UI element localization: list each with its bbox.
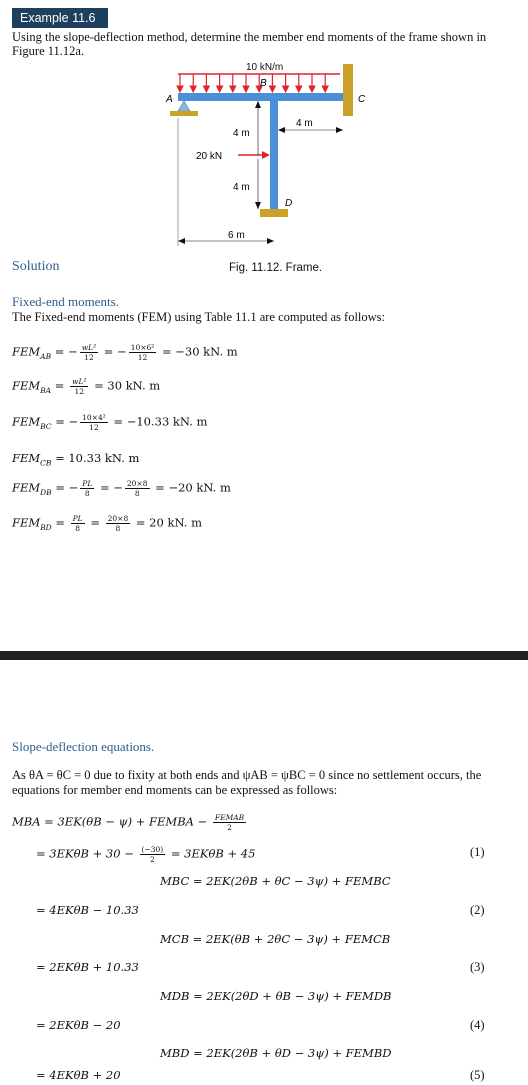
- load-arrow-head: [177, 86, 183, 92]
- load-arrow-head: [203, 86, 209, 92]
- fem-heading: Fixed-end moments.: [12, 294, 119, 309]
- pin-support-a: [178, 101, 190, 111]
- fem-bc-equation: $FEM_{BC}$ = − $\frac{\text{10×4²}}{12}$ = −10.33 kN. m: [12, 413, 208, 432]
- fem-intro: The Fixed-end moments (FEM) using Table 11.1 are computed as follows:: [12, 310, 386, 324]
- intro-line-1: Using the slope-deflection method, determine the member end moments of the frame shown in: [12, 30, 487, 44]
- load-arrow-head: [283, 86, 289, 92]
- eq5: = 4EKθB + 20: [36, 1068, 121, 1082]
- eq3: = 2EKθB + 10.33: [36, 960, 139, 974]
- eq5-number: (5): [470, 1068, 485, 1082]
- distributed-load-arrows: [177, 74, 340, 92]
- eq2-number: (2): [470, 903, 485, 917]
- ground-a: [170, 111, 198, 116]
- dim-4m-right: 4 m: [296, 118, 313, 129]
- figure-caption: Fig. 11.12. Frame.: [229, 262, 323, 274]
- mbd-equation: MBD = 2EK(2θB + θD − 3ψ) + FEMBD: [160, 1046, 392, 1060]
- eq1: = 3EKθB + 30 − $\frac{(-30)}{2}$ = 3EKθB + 45: [36, 845, 256, 864]
- load-arrow-head: [190, 86, 196, 92]
- force-label: 20 kN: [196, 151, 223, 162]
- fem-cb-equation: $FEM_{CB} = 10.33$ kN. m: [12, 451, 140, 468]
- node-c-label: C: [358, 94, 366, 105]
- mdb-equation: MDB = 2EK(2θD + θB − 3ψ) + FEMDB: [160, 989, 392, 1003]
- fixed-support-c: [343, 64, 353, 116]
- load-arrow-head: [309, 86, 315, 92]
- mbc-equation: MBC = 2EK(2θB + θC − 3ψ) + FEMBC: [160, 874, 391, 888]
- eq4-number: (4): [470, 1018, 485, 1032]
- column-bd: [270, 101, 278, 209]
- node-d-label: D: [285, 198, 293, 209]
- fem-bd-equation: $FEM_{BD}$ = $\frac{PL}{8}$ = $\frac{20\times 8}{8}$ = 20 kN. m: [12, 514, 202, 533]
- sd-intro-line-2: equations for member end moments can be expressed as follows:: [12, 783, 338, 797]
- fem-db-equation: $FEM_{DB}$ = − $\frac{PL}{8}$ = − $\frac{20\times 8}{8}$ = −20 kN. m: [12, 479, 231, 498]
- eq3-number: (3): [470, 960, 485, 974]
- eq4: = 2EKθB − 20: [36, 1018, 121, 1032]
- fem-ab-equation: $FEM_{AB}$ = − $\frac{\text{wL²}}{12}$ = − $\frac{\text{10×6²}}{12}$ = −30 kN. m: [12, 343, 238, 362]
- load-arrow-head: [322, 86, 328, 92]
- page-divider: [0, 651, 528, 660]
- node-b-label: B: [260, 78, 267, 89]
- frame-figure: [150, 58, 390, 268]
- sd-heading: Slope-deflection equations.: [12, 739, 155, 754]
- dim-4m-upper: 4 m: [233, 128, 250, 139]
- load-label: 10 kN/m: [246, 62, 284, 73]
- sd-intro-line-1: As θA = θC = 0 due to fixity at both ends and ψAB = ψBC = 0 since no settlement occurs, the: [12, 768, 482, 782]
- mcb-equation: MCB = 2EK(θB + 2θC − 3ψ) + FEMCB: [160, 932, 391, 946]
- mba-equation: MBA = 3EK(θB − ψ) + FEMBA − $\frac{\text{FEMAB}}{2}$: [12, 813, 245, 832]
- force-arrow-head: [262, 151, 270, 159]
- load-arrow-head: [243, 86, 249, 92]
- solution-heading: Solution: [12, 259, 60, 274]
- fixed-support-d: [260, 209, 288, 217]
- load-arrow-head: [230, 86, 236, 92]
- load-arrow-head: [217, 86, 223, 92]
- fem-ba-equation: $FEM_{BA}$ = $\frac{\text{wL²}}{12}$ = 30 kN. m: [12, 377, 161, 396]
- beam-ac: [178, 93, 343, 101]
- load-arrow-head: [269, 86, 275, 92]
- intro-line-2: Figure 11.12a.: [12, 44, 85, 58]
- node-a-label: A: [166, 94, 173, 105]
- load-arrow-head: [296, 86, 302, 92]
- example-badge: Example 11.6: [12, 8, 108, 28]
- dim-6m: 6 m: [228, 230, 245, 241]
- eq1-number: (1): [470, 845, 485, 859]
- dim-4m-lower: 4 m: [233, 182, 250, 193]
- eq2: = 4EKθB − 10.33: [36, 903, 139, 917]
